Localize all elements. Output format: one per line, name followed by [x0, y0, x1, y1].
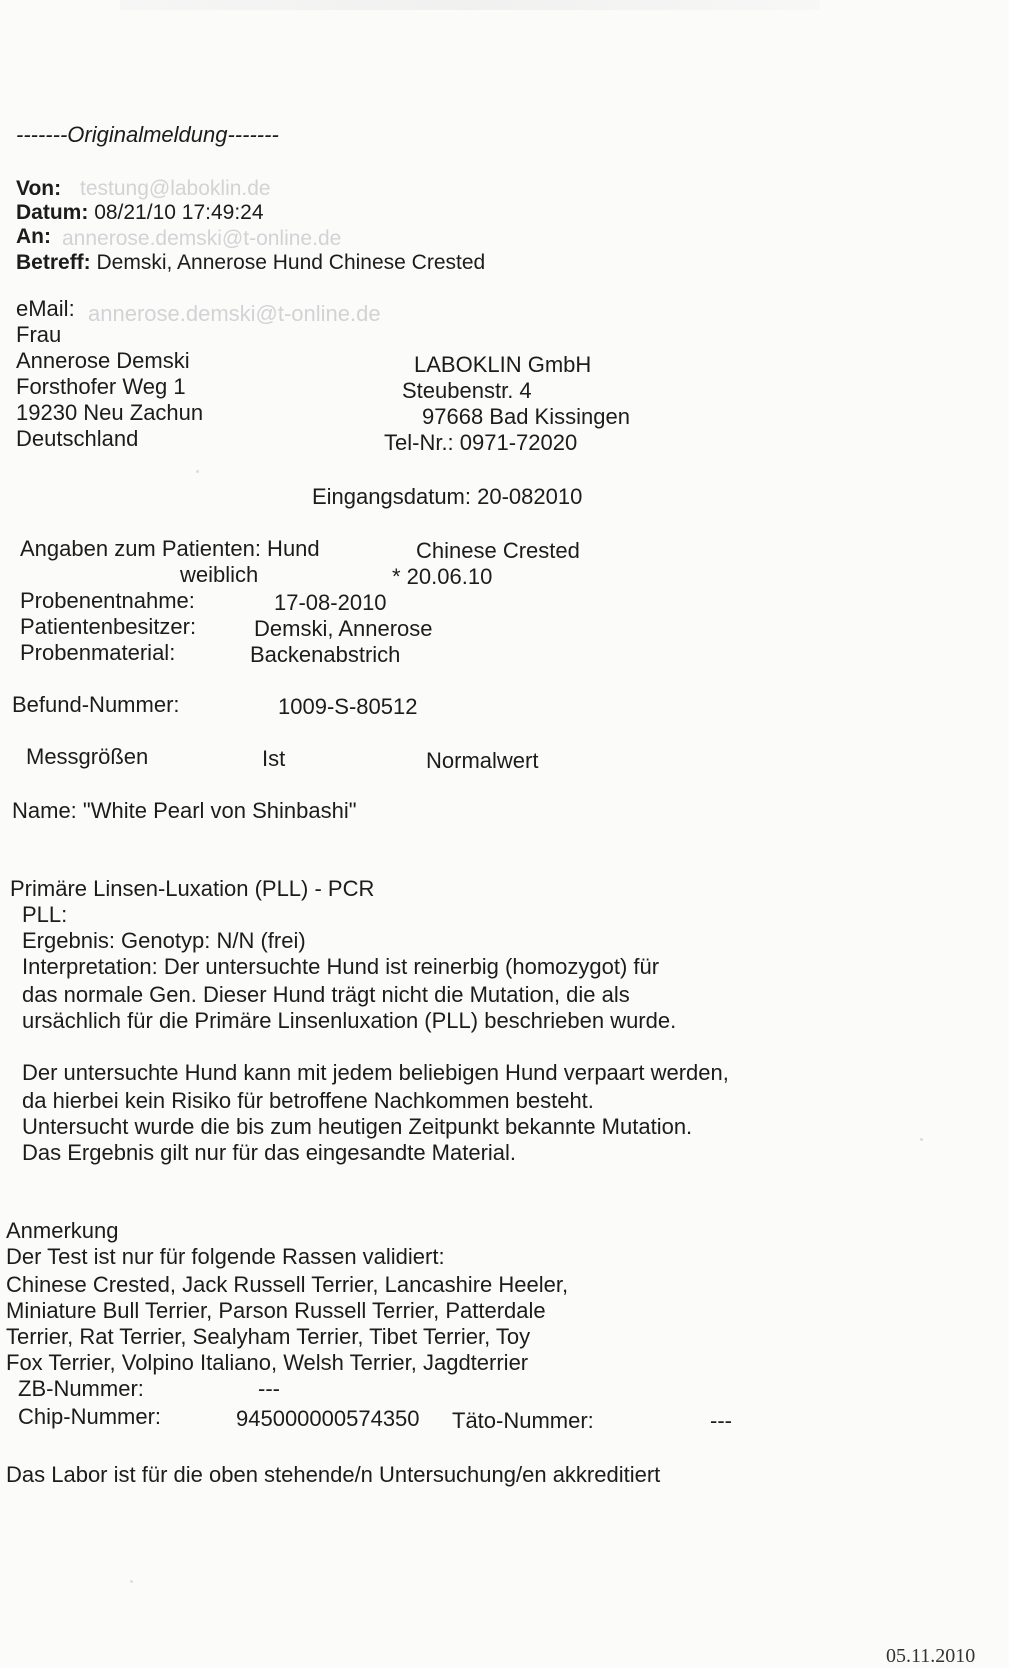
remark-line-2: Chinese Crested, Jack Russell Terrier, Lancashire Heeler,: [6, 1272, 569, 1297]
report-number-value: 1009-S-80512: [278, 694, 418, 719]
scan-speck: [130, 1580, 133, 1583]
lab-name: LABOKLIN GmbH: [414, 352, 592, 377]
footer-date: 05.11.2010: [886, 1645, 976, 1667]
scan-speck: [196, 470, 199, 473]
subject-value: Demski, Annerose Hund Chinese Crested: [96, 251, 486, 274]
remark-line-1: Der Test ist nur für folgende Rassen validiert:: [6, 1244, 445, 1269]
test-title: Primäre Linsen-Luxation (PLL) - PCR: [10, 876, 375, 901]
from-label: Von:: [16, 177, 62, 200]
owner-value: Demski, Annerose: [254, 616, 433, 641]
lab-city: 97668 Bad Kissingen: [422, 404, 630, 429]
chip-label: Chip-Nummer:: [18, 1404, 162, 1429]
patient-breed: Chinese Crested: [416, 538, 580, 563]
original-message-heading: -------Originalmeldung-------: [16, 122, 279, 147]
interpretation-line-3: ursächlich für die Primäre Linsenluxation (PLL) beschrieben wurde.: [22, 1008, 677, 1033]
paragraph-line-1: Der untersuchte Hund kann mit jedem beliebigen Hund verpaart werden,: [22, 1060, 729, 1085]
patient-species: Angaben zum Patienten: Hund: [20, 536, 320, 561]
to-value[interactable]: annerose.demski@t-online.de: [62, 227, 342, 250]
to-label: An:: [16, 225, 51, 248]
paragraph-line-3: Untersucht wurde die bis zum heutigen Zeitpunkt bekannte Mutation.: [22, 1114, 693, 1139]
pll-label: PLL:: [22, 902, 68, 927]
scan-speck: [920, 1138, 923, 1141]
subject-label: Betreff:: [16, 251, 91, 274]
dog-name: Name: "White Pearl von Shinbashi": [12, 798, 357, 823]
paragraph-line-2: da hierbei kein Risiko für betroffene Nachkommen besteht.: [22, 1088, 594, 1113]
zb-label: ZB-Nummer:: [18, 1376, 144, 1401]
owner-street: Forsthofer Weg 1: [16, 374, 186, 399]
salutation: Frau: [16, 322, 62, 347]
interpretation-line-1: Interpretation: Der untersuchte Hund ist reinerbig (homozygot) für: [22, 954, 660, 979]
remark-line-4: Terrier, Rat Terrier, Sealyham Terrier, Tibet Terrier, Toy: [6, 1324, 531, 1349]
patient-birth: * 20.06.10: [392, 564, 493, 589]
sampling-label: Probenentnahme:: [20, 588, 195, 613]
accreditation-note: Das Labor ist für die oben stehende/n Untersuchung/en akkreditiert: [6, 1462, 661, 1487]
owner-label: Patientenbesitzer:: [20, 614, 197, 639]
remark-title: Anmerkung: [6, 1218, 119, 1243]
remark-line-3: Miniature Bull Terrier, Parson Russell Terrier, Patterdale: [6, 1298, 546, 1323]
from-value[interactable]: testung@laboklin.de: [80, 177, 271, 200]
subject-row: [16, 252, 485, 273]
receipt-date: Eingangsdatum: 20-082010: [312, 484, 583, 509]
report-number-label: Befund-Nummer:: [12, 692, 180, 717]
column-actual: Ist: [262, 746, 286, 771]
date-row: [16, 202, 264, 223]
patient-sex: weiblich: [180, 562, 259, 587]
scan-header-residue: [120, 0, 820, 10]
column-measure: Messgrößen: [26, 744, 149, 769]
zb-value: ---: [258, 1376, 280, 1401]
material-value: Backenabstrich: [250, 642, 401, 667]
email-value[interactable]: annerose.demski@t-online.de: [88, 301, 381, 326]
owner-country: Deutschland: [16, 426, 139, 451]
date-label: Datum:: [16, 201, 89, 224]
tattoo-label: Täto-Nummer:: [452, 1408, 594, 1433]
paragraph-line-4: Das Ergebnis gilt nur für das eingesandte Material.: [22, 1140, 517, 1165]
column-normal: Normalwert: [426, 748, 539, 773]
owner-name: Annerose Demski: [16, 348, 190, 373]
remark-line-5: Fox Terrier, Volpino Italiano, Welsh Terrier, Jagdterrier: [6, 1350, 529, 1375]
lab-street: Steubenstr. 4: [402, 378, 532, 403]
genotype-result: Ergebnis: Genotyp: N/N (frei): [22, 928, 306, 953]
owner-city: 19230 Neu Zachun: [16, 400, 204, 425]
lab-phone: Tel-Nr.: 0971-72020: [384, 430, 578, 455]
email-label: eMail:: [16, 296, 75, 321]
tattoo-value: ---: [710, 1408, 732, 1433]
date-value: 08/21/10 17:49:24: [94, 201, 264, 224]
sampling-value: 17-08-2010: [274, 590, 387, 615]
material-label: Probenmaterial:: [20, 640, 176, 665]
interpretation-line-2: das normale Gen. Dieser Hund trägt nicht die Mutation, die als: [22, 982, 630, 1007]
chip-value: 945000000574350: [236, 1406, 420, 1431]
